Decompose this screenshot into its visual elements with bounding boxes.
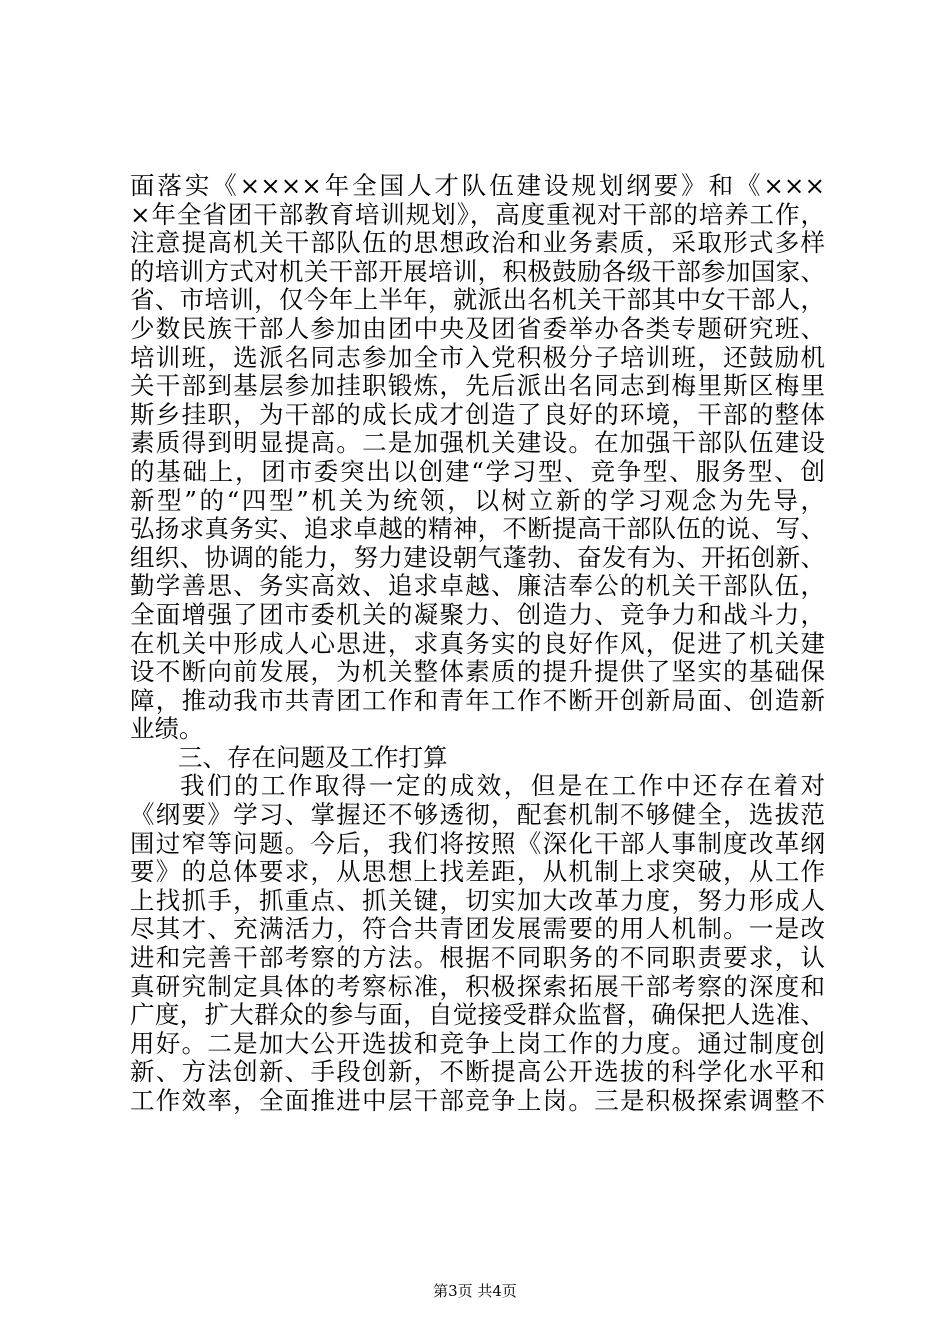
paragraph-line: 弘扬求真务实、追求卓越的精神，不断提高干部队伍的说、写、	[130, 515, 825, 544]
paragraph-line: 新、方法创新、手段创新，不断提高公开选拔的科学化水平和	[130, 1058, 825, 1087]
paragraph-line: 全面增强了团市委机关的凝聚力、创造力、竞争力和战斗力，	[130, 600, 825, 629]
paragraph-line: 注意提高机关干部队伍的思想政治和业务素质，采取形式多样	[130, 229, 825, 258]
paragraph-line: 的基础上，团市委突出以创建“学习型、竞争型、服务型、创	[130, 457, 825, 486]
paragraph-line: 《纲要》学习、掌握还不够透彻，配套机制不够健全，选拔范	[130, 801, 825, 830]
paragraph-2	[130, 772, 825, 1115]
paragraph-line: 素质得到明显提高。二是加强机关建设。在加强干部队伍建设	[130, 429, 825, 458]
paragraph-line: 培训班，选派名同志参加全市入党积极分子培训班，还鼓励机	[130, 343, 825, 372]
paragraph-line: 组织、协调的能力，努力建设朝气蓬勃、奋发有为、开拓创新、	[130, 543, 825, 572]
paragraph-line: 进和完善干部考察的方法。根据不同职务的不同职责要求，认	[130, 944, 825, 973]
paragraph-line: 勤学善思、务实高效、追求卓越、廉洁奉公的机关干部队伍，	[130, 572, 825, 601]
body-text	[130, 172, 825, 1116]
paragraph-line: 要》的总体要求，从思想上找差距，从机制上求突破，从工作	[130, 858, 825, 887]
paragraph-line: 少数民族干部人参加由团中央及团省委举办各类专题研究班、	[130, 314, 825, 343]
paragraph-line: ×年全省团干部教育培训规划》，高度重视对干部的培养工作，	[130, 200, 825, 229]
paragraph-line: 广度，扩大群众的参与面，自觉接受群众监督，确保把人选准、	[130, 1001, 825, 1030]
paragraph-line: 新型”的“四型”机关为统领，以树立新的学习观念为先导，	[130, 486, 825, 515]
section-heading: 三、存在问题及工作打算	[178, 742, 448, 772]
paragraph-line: 斯乡挂职，为干部的成长成才创造了良好的环境，干部的整体	[130, 400, 825, 429]
paragraph-line: 面落实《××××年全国人才队伍建设规划纲要》和《×××	[130, 172, 825, 200]
paragraph-line: 的培训方式对机关干部开展培训，积极鼓励各级干部参加国家、	[130, 257, 825, 286]
paragraph-line: 上找抓手，抓重点、抓关键，切实加大改革力度，努力形成人	[130, 886, 825, 915]
paragraph-line: 围过窄等问题。今后，我们将按照《深化干部人事制度改革纲	[130, 829, 825, 858]
paragraph-line: 真研究制定具体的考察标准，积极探索拓展干部考察的深度和	[130, 972, 825, 1001]
paragraph-line: 用好。二是加大公开选拔和竞争上岗工作的力度。通过制度创	[130, 1029, 825, 1058]
paragraph-line: 业绩。	[130, 715, 204, 744]
paragraph-line: 省、市培训，仅今年上半年，就派出名机关干部其中女干部人，	[130, 286, 825, 315]
paragraph-line: 在机关中形成人心思进，求真务实的良好作风，促进了机关建	[130, 629, 825, 658]
paragraph-line: 设不断向前发展，为机关整体素质的提升提供了坚实的基础保	[130, 658, 825, 687]
paragraph-line: 尽其才、充满活力，符合共青团发展需要的用人机制。一是改	[130, 915, 825, 944]
paragraph-line: 关干部到基层参加挂职锻炼，先后派出名同志到梅里斯区梅里	[130, 372, 825, 401]
paragraph-line: 障，推动我市共青团工作和青年工作不断开创新局面、创造新	[130, 686, 825, 715]
page-footer: 第3页 共4页	[433, 1282, 517, 1300]
paragraph-line: 我们的工作取得一定的成效，但是在工作中还存在着对	[180, 772, 825, 801]
paragraph-1	[130, 172, 825, 744]
paragraph-line: 工作效率，全面推进中层干部竞争上岗。三是积极探索调整不	[130, 1087, 825, 1115]
